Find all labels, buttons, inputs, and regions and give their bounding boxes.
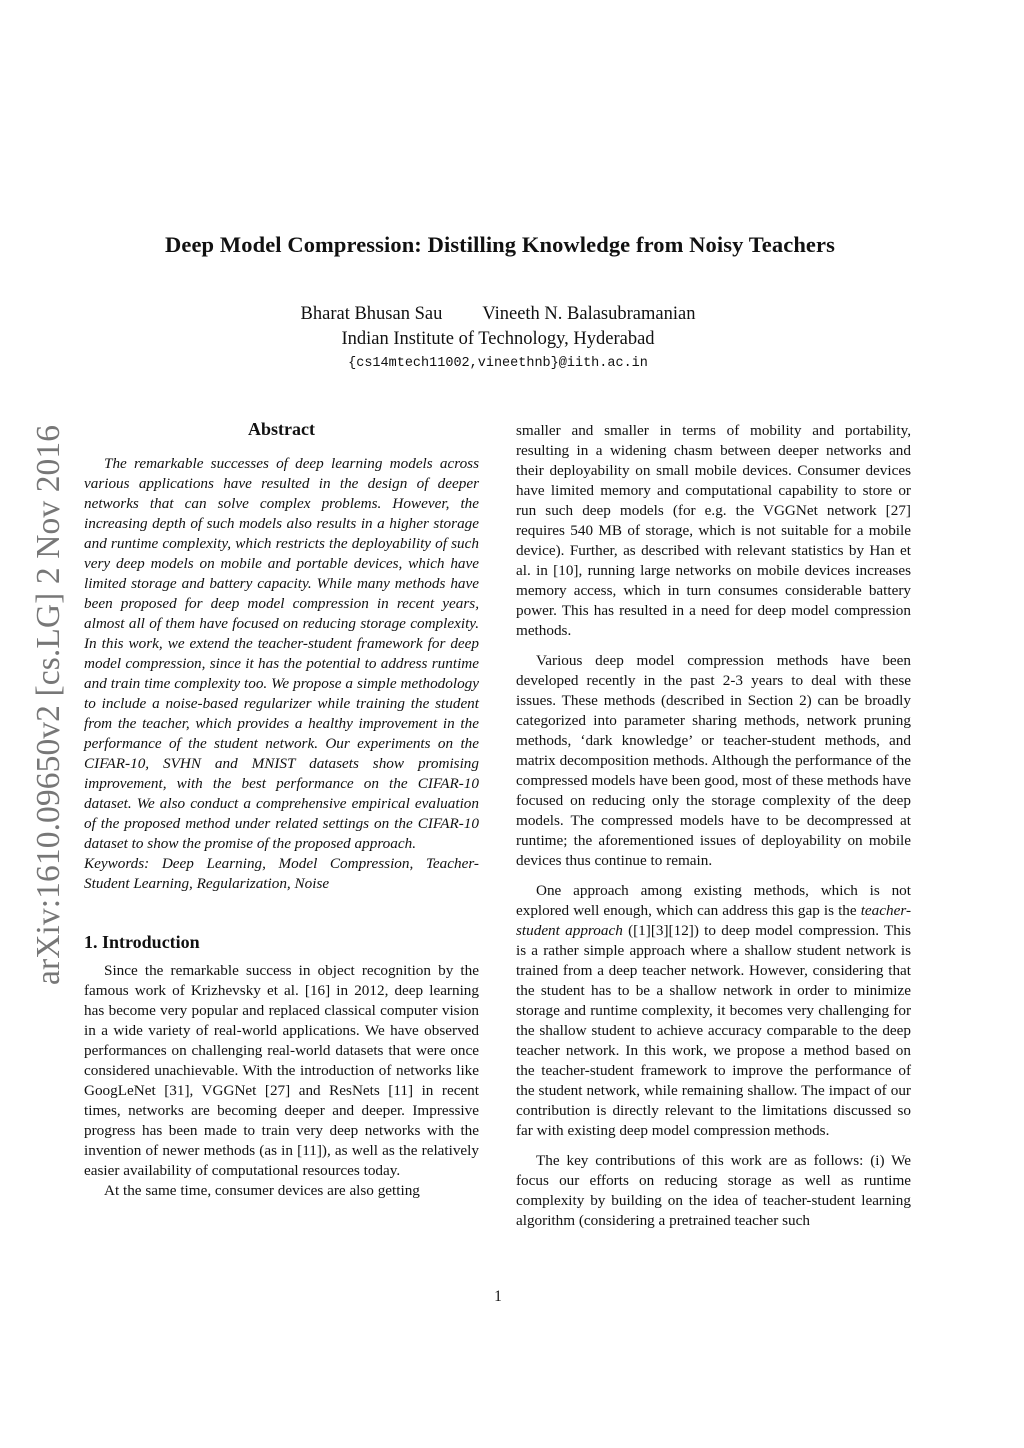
intro-paragraph-1: Since the remarkable success in object recognition by the famous work of Krizhevsky et al. [16] in 2012, deep learning has become very popular and replaced classical computer vision in a wide variety of real-world applications. We have observed performances on challenging real-world datasets that were once considered unachievable. With the introduction of networks like GoogLeNet [31], VGGNet [27] and ResNets [11] in recent times, networks are becoming deeper and deeper. Impressive progress has been made to train very deep networks with the invention of newer methods (as in [11]), as well as the relatively easier availability of computational resources today. (84, 962, 479, 1179)
section-heading-introduction: 1. Introduction (84, 932, 200, 952)
intro-paragraph-5: The key contributions of this work are as follows: (i) We focus our efforts on reducing storage as well as runtime complexity by building on the idea of teacher-student learning algorithm (considering a pretrained teacher such (516, 1152, 911, 1229)
abstract-keywords: Keywords: Deep Learning, Model Compression, Teacher-Student Learning, Regularization, Noise (84, 855, 479, 892)
intro-p4-part-a: One approach among existing methods, which is not explored well enough, which can address this gap is the (516, 882, 911, 919)
right-column (516, 421, 911, 1231)
intro-p4-emphasis: teacher-student approach (516, 902, 911, 939)
intro-paragraph-4 (516, 881, 911, 1141)
affiliation: Indian Institute of Technology, Hyderabad (341, 329, 655, 349)
abstract-text: The remarkable successes of deep learning models across various applications have resulted in the design of deeper networks that can solve complex problems. However, the increasing depth of such models also results in a higher storage and runtime complexity, which restricts the deployability of such very deep models on mobile and portable devices, which have limited storage and battery capacity. While many methods have been proposed for deep model compression in recent years, almost all of them have focused on reducing storage complexity. In this work, we extend the teacher-student framework for deep model compression, since it has the potential to address runtime and train time complexity too. We propose a simple methodology to include a noise-based regularizer while training the student from the teacher, which provides a healthy improvement in the performance of the student network. Our experiments on the CIFAR-10, SVHN and MNIST datasets show promising improvement, with the best performance on the CIFAR-10 dataset. We also conduct a comprehensive empirical evaluation of the proposed method under related settings on the CIFAR-10 dataset to show the promise of the proposed approach. (84, 455, 479, 852)
email-line (0, 353, 996, 371)
paper-title: Deep Model Compression: Distilling Knowledge from Noisy Teachers (165, 232, 835, 257)
abstract-heading: Abstract (248, 419, 315, 439)
intro-p4-part-b: ([1][3][12]) to deep model compression. This is a rather simple approach where a shallow student network is trained from a deep teacher network. However, considering that the student has to be a shallow network in order to minimize storage and runtime complexity, it becomes very challenging for the shallow student to achieve accuracy comparable to the deep teacher network. In this work, we propose a method based on the teacher-student framework to improve the performance of the student network, while remaining shallow. The impact of our contribution is directly relevant to the limitations discussed so far with existing deep model compression methods. (516, 922, 911, 1139)
intro-paragraph-2-continued: smaller and smaller in terms of mobility and portability, resulting in a widening chasm between deeper networks and their deployability on small mobile devices. Consumer devices have limited memory and computational capability to store or run such deep models (for e.g. the VGGNet network [27] requires 540 MB of storage, which is not suitable for a mobile device). Further, as described with relevant statistics by Han et al. in [10], running large networks on mobile devices increases memory access, which in turn consumes considerable battery power. This has resulted in a need for deep model compression methods. (516, 422, 911, 639)
page-number: 1 (494, 1288, 502, 1305)
intro-paragraph-3: Various deep model compression methods have been developed recently in the past 2-3 years to deal with these issues. These methods (described in Section 2) can be broadly categorized into parameter sharing methods, network pruning methods, ‘dark knowledge’ or teacher-student methods, and matrix decomposition methods. Although the performance of the compressed models have been good, most of these methods have focused on reducing only the storage complexity of the deep models. The compressed models have to be decompressed at runtime; the aforementioned issues of deployability on mobile devices thus continue to remain. (516, 652, 911, 869)
left-column (84, 415, 479, 1201)
author-block (0, 302, 996, 352)
abstract-body (84, 454, 479, 894)
arxiv-stamp: arXiv:1610.09650v2 [cs.LG] 2 Nov 2016 (30, 424, 67, 985)
author-1: Bharat Bhusan Sau (300, 304, 443, 324)
author-emails: {cs14mtech11002,vineethnb}@iith.ac.in (348, 356, 648, 371)
author-2: Vineeth N. Balasubramanian (482, 304, 696, 324)
intro-paragraph-2-start: At the same time, consumer devices are also getting (104, 1182, 420, 1199)
